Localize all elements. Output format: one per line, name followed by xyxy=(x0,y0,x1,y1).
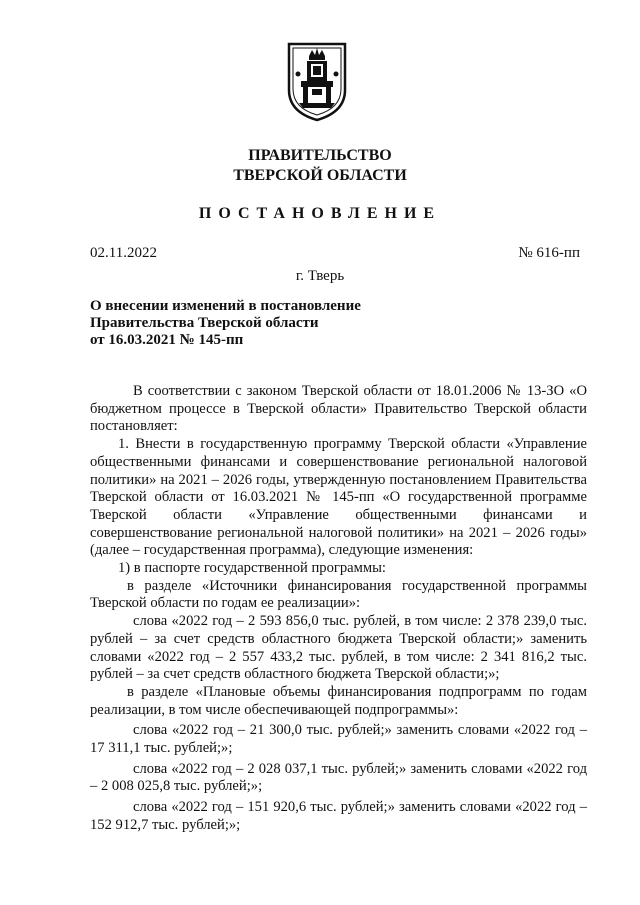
body-paragraph: В соответствии с законом Тверской области от 18.01.2006 № 13-ЗО «О бюджетном процессе в Тверской области» Правительство Тверской области постановляет: xyxy=(90,383,587,435)
tver-coat-of-arms-icon xyxy=(285,38,349,122)
body-paragraph: 1) в паспорте государственной программы: xyxy=(118,560,386,577)
body-paragraph: в разделе «Плановые объемы финансирования подпрограмм по годам реализации, в том числе обеспечивающей подпрограммы»: xyxy=(90,683,587,718)
subject-line: Правительства Тверской области xyxy=(90,315,319,331)
body-paragraph: 1. Внести в государственную программу Тверской области «Управление общественными финансами и совершенствование региональной налоговой политики» на 2021 – 2026 годы, утвержденную постановлением Правительства Тверской области от 16.03.2021 № 145-пп «О государственной программе Тверской области «Управление общественными финансами и совершенствование региональной налоговой политики» на 2021 – 2026 годы» (далее – государственная программа), следующие изменения: xyxy=(90,436,587,559)
document-number: № 616-пп xyxy=(518,245,580,261)
body-paragraph: в разделе «Источники финансирования государственной программы Тверской области по годам ее реализации»: xyxy=(90,577,587,612)
document-city: г. Тверь xyxy=(295,268,345,284)
body-paragraph: слова «2022 год – 21 300,0 тыс. рублей;» заменить словами «2022 год – 17 311,1 тыс. рублей;»; xyxy=(90,722,587,757)
document-body xyxy=(90,383,587,835)
body-paragraph: слова «2022 год – 151 920,6 тыс. рублей;» заменить словами «2022 год – 152 912,7 тыс. рублей;»; xyxy=(90,799,587,833)
document-date: 02.11.2022 xyxy=(90,245,157,261)
document-type: ПОСТАНОВЛЕНИЕ xyxy=(198,205,442,222)
document-subject xyxy=(90,298,450,349)
government-title xyxy=(0,146,640,186)
government-title-line2: ТВЕРСКОЙ ОБЛАСТИ xyxy=(233,167,407,184)
government-title-line1: ПРАВИТЕЛЬСТВО xyxy=(248,147,392,164)
subject-line: от 16.03.2021 № 145-пп xyxy=(90,332,244,348)
body-paragraph: слова «2022 год – 2 028 037,1 тыс. рублей;» заменить словами «2022 год – 2 008 025,8 тыс. рублей;»; xyxy=(90,760,587,795)
subject-line: О внесении изменений в постановление xyxy=(90,298,361,314)
body-paragraph: слова «2022 год – 2 593 856,0 тыс. рублей, в том числе: 2 378 239,0 тыс. рублей – за счет средств областного бюджета Тверской области;» заменить словами «2022 год – 2 557 433,2 тыс. рублей, в том числе: 2 341 816,2 тыс. рублей – за счет средств областного бюджета Тверской области;»; xyxy=(90,613,587,683)
